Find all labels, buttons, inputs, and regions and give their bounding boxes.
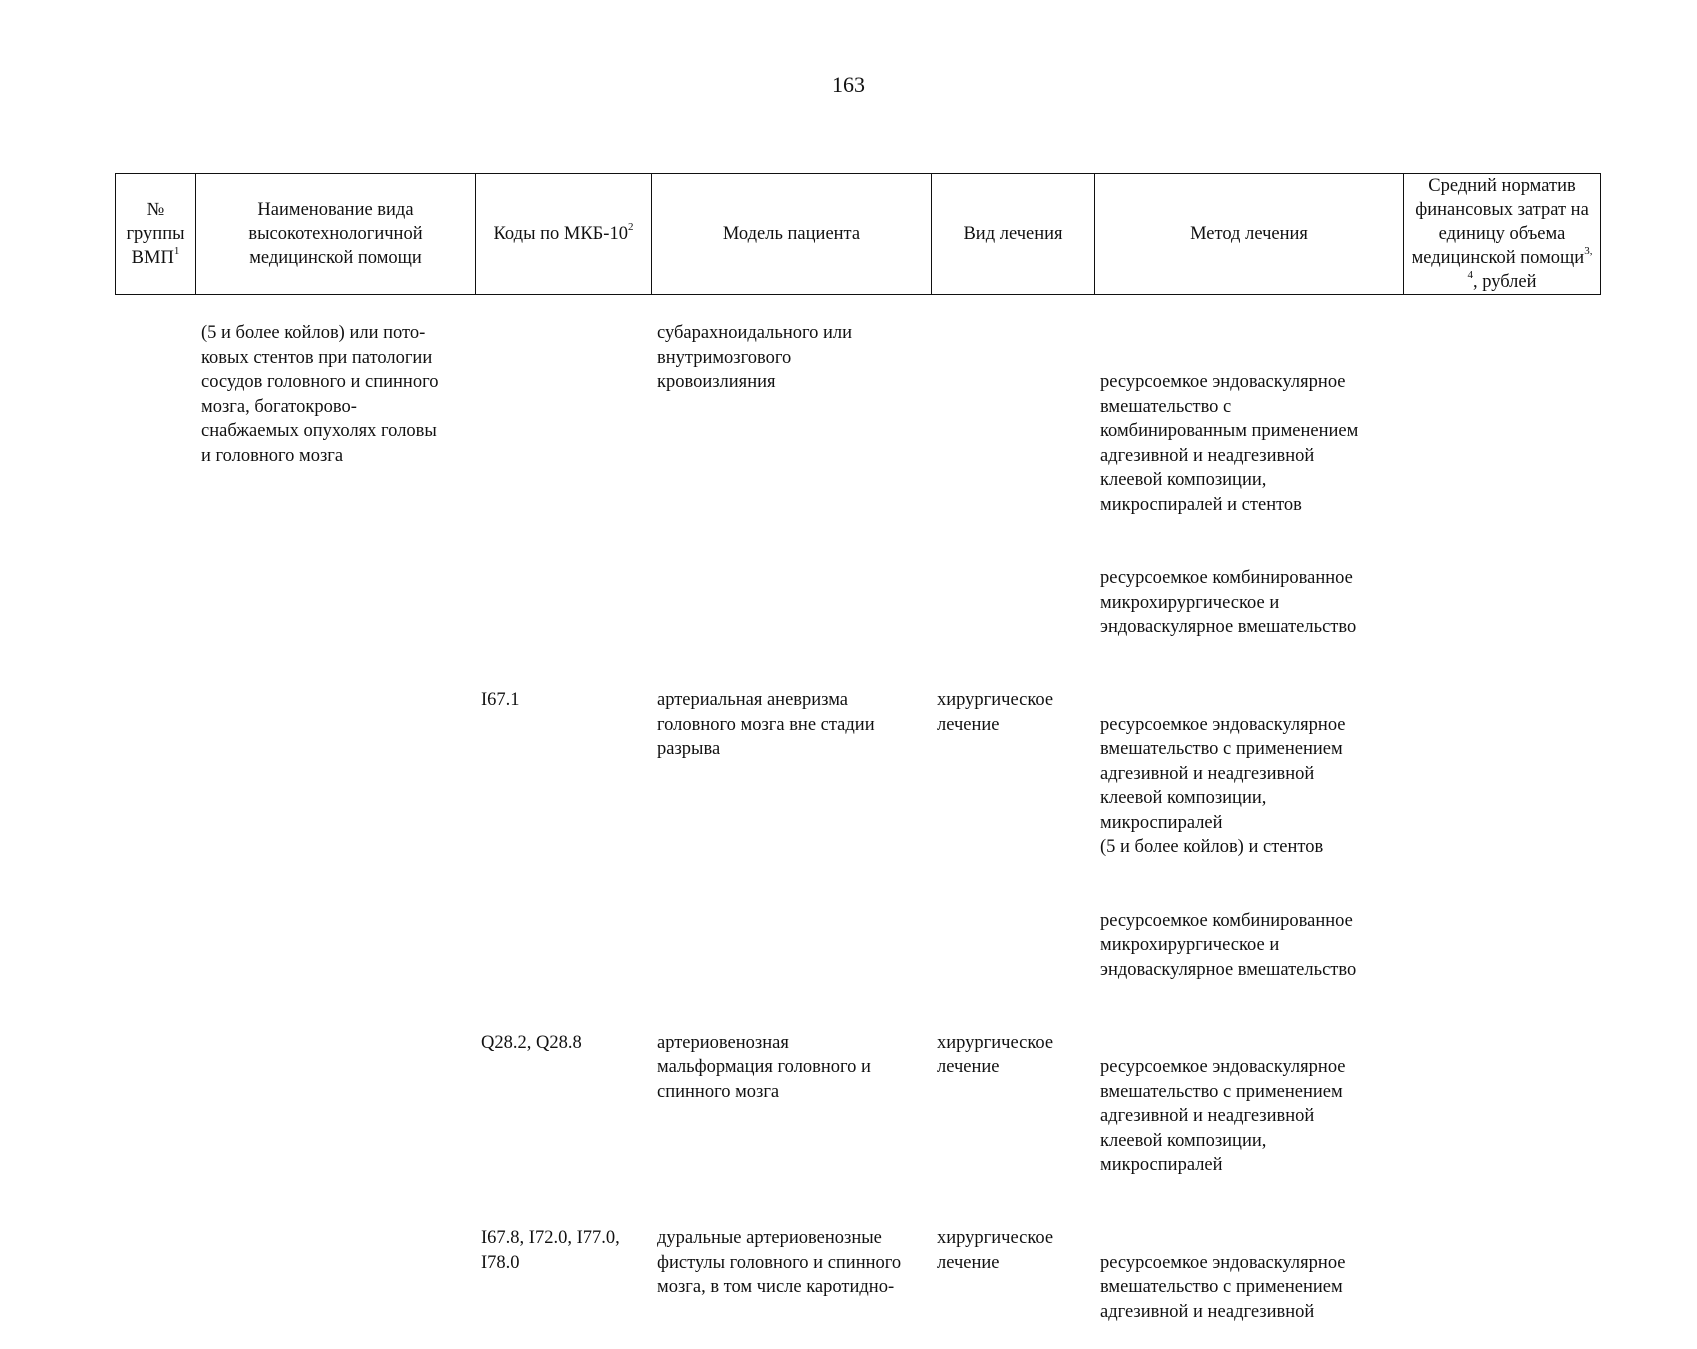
patient-model-cell: дуральные артериовенозные фистулы головного и спинного мозга, в том числе каротидно-	[657, 1228, 902, 1297]
cost-cell	[1403, 321, 1600, 664]
care-type-cell	[195, 1226, 475, 1349]
header-icd-codes	[476, 174, 652, 295]
header-icd-codes-label: Коды по МКБ-10	[493, 224, 628, 244]
cost-cell	[1403, 688, 1600, 1007]
footnote-1: 1	[173, 244, 180, 257]
icd-codes-cell: I67.1	[481, 690, 520, 710]
header-group-number	[116, 174, 196, 295]
group-number-cell	[115, 688, 195, 1007]
footnote-2: 2	[627, 220, 634, 233]
care-type-cell	[195, 688, 475, 1007]
header-cost-standard-unit: , рублей	[1472, 272, 1537, 292]
table-row	[115, 1031, 1600, 1203]
patient-model-cell: субарахноидального или внутримозгового кровоизлияния	[657, 323, 852, 392]
treatment-type-cell: хирургическое лечение	[937, 1228, 1054, 1273]
treatment-method-item: ресурсоемкое эндоваскулярное вмешательство с комбинированным применением адгезивной и неадгезивной клеевой композиции, микроспиралей и стентов	[1100, 372, 1359, 515]
treatment-type-cell: хирургическое лечение	[937, 1032, 1054, 1077]
header-treatment-type	[932, 174, 1095, 295]
page-number: 163	[832, 72, 865, 97]
header-care-type-label: Наименование вида высокотехнологичной медицинской помощи	[248, 200, 423, 268]
header-group-number-label: № группы ВМП	[126, 200, 185, 268]
header-patient-model-label: Модель пациента	[722, 224, 861, 244]
table-row	[115, 1226, 1600, 1349]
treatment-method-item: ресурсоемкое эндоваскулярное вмешательство с применением адгезивной и неадгезивной клеевой композиции, микроспиралей (5 и более койлов) и стентов	[1100, 714, 1346, 857]
care-type-cell	[195, 1031, 475, 1203]
icd-codes-cell	[475, 321, 651, 664]
cost-cell	[1403, 1031, 1600, 1203]
table-header	[115, 173, 1601, 295]
group-number-cell	[115, 1031, 195, 1203]
table-row	[115, 321, 1600, 664]
treatment-method-item: ресурсоемкое комбинированное микрохирургическое и эндоваскулярное вмешательство	[1100, 568, 1357, 637]
header-treatment-method-label: Метод лечения	[1190, 224, 1308, 244]
treatment-method-cell	[1094, 1226, 1403, 1349]
header-treatment-type-label: Вид лечения	[963, 224, 1063, 244]
icd-codes-cell: I67.8, I72.0, I77.0, I78.0	[481, 1228, 620, 1273]
table-row	[115, 688, 1600, 1007]
treatment-method-cell	[1094, 321, 1403, 664]
patient-model-cell: артериальная аневризма головного мозга вне стадии разрыва	[657, 690, 875, 759]
treatment-method-cell	[1094, 688, 1403, 1007]
treatment-type-cell: хирургическое лечение	[937, 690, 1054, 735]
table-body	[115, 321, 1600, 1349]
treatment-method-cell	[1094, 1031, 1403, 1203]
cost-cell	[1403, 1226, 1600, 1349]
icd-codes-cell: Q28.2, Q28.8	[481, 1032, 582, 1053]
treatment-type-cell	[931, 321, 1094, 664]
group-number-cell	[115, 1226, 195, 1349]
header-cost-standard-label: Средний норматив финансовых затрат на единицу объема медицинской помощи	[1411, 176, 1589, 268]
treatment-method-item: ресурсоемкое комбинированное микрохирургическое и эндоваскулярное вмешательство	[1100, 910, 1357, 980]
header-cost-standard	[1404, 174, 1601, 295]
header-treatment-method	[1095, 174, 1404, 295]
footnote-3-4: 3, 4	[1467, 244, 1593, 281]
group-number-cell	[115, 321, 195, 664]
care-type-cell: (5 и более койлов) или пото- ковых стентов при патологии сосудов головного и спинного мозга, богатокрово- снабжаемых опухолях головы и головного мозга	[201, 323, 439, 466]
treatment-method-item: ресурсоемкое эндоваскулярное вмешательство с применением адгезивной и неадгезивной клеевой композиции, микроспиралей	[1100, 1057, 1346, 1175]
header-care-type-name	[196, 174, 476, 295]
header-patient-model	[652, 174, 932, 295]
treatment-method-item: ресурсоемкое эндоваскулярное вмешательство с применением адгезивной и неадгезивной	[1100, 1252, 1346, 1322]
patient-model-cell: артериовенозная мальформация головного и спинного мозга	[657, 1032, 871, 1102]
